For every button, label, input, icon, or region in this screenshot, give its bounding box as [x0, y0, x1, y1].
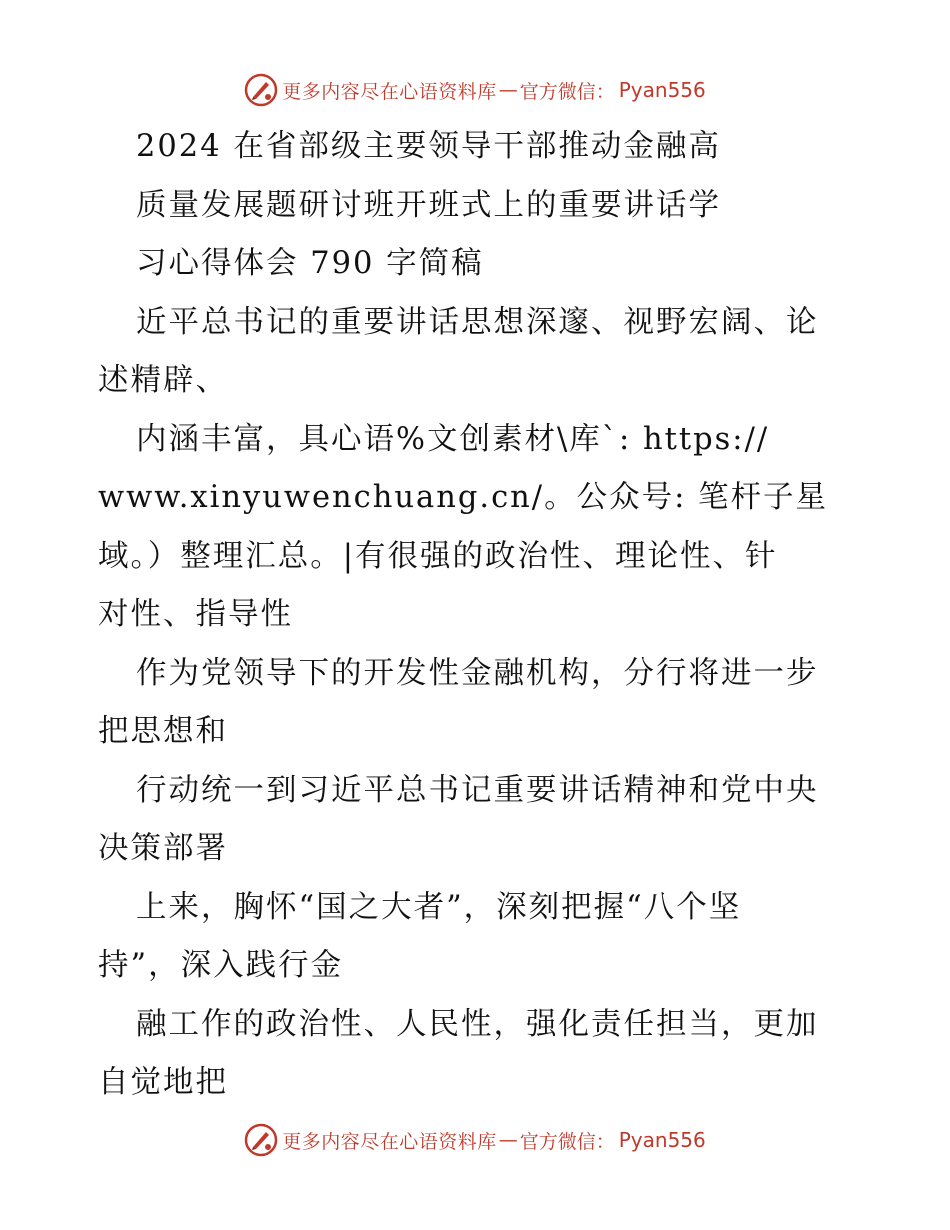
banner-separator: —	[498, 79, 518, 101]
paragraph-line: 域。）整理汇总。|有很强的政治性、理论性、针	[98, 538, 778, 574]
title-line: 质量发展题研讨班开班式上的重要讲话学	[136, 187, 721, 223]
banner-text: 更多内容尽在心语资料库	[282, 1130, 497, 1153]
title-line: 习心得体会 790 字简稿	[136, 246, 484, 281]
banner-wechat-label: 官方微信：	[519, 80, 615, 103]
paragraph-line: 把思想和	[98, 714, 228, 749]
paragraph-line: 融工作的政治性、人民性，强化责任担当，更加	[136, 1006, 819, 1042]
banner-text: 更多内容尽在心语资料库	[282, 80, 497, 103]
paragraph-line: 对性、指导性	[98, 597, 293, 632]
banner-wechat-id: Pyan556	[618, 78, 706, 102]
quill-seal-icon	[244, 73, 278, 107]
header-watermark-banner	[0, 70, 950, 110]
paragraph-line: 决策部署	[98, 831, 228, 866]
banner-separator: —	[498, 1129, 518, 1151]
paragraph-line: 内涵丰富，具心语%文创素材\库`: https://	[136, 421, 770, 457]
paragraph-line: 持”，深入践行金	[98, 948, 344, 983]
paragraph-line: 上来，胸怀“国之大者”，深刻把握“八个坚	[136, 889, 742, 925]
footer-watermark-banner	[0, 1120, 950, 1160]
paragraph-line: 行动统一到习近平总书记重要讲话精神和党中央	[136, 772, 819, 808]
paragraph-line: www.xinyuwenchuang.cn/。公众号: 笔杆子星	[98, 480, 829, 515]
paragraph-line: 作为党领导下的开发性金融机构，分行将进一步	[136, 655, 819, 691]
document-body	[98, 118, 858, 1113]
title-line: 2024 在省部级主要领导干部推动金融高	[136, 129, 721, 164]
banner-wechat-label: 官方微信：	[519, 1130, 615, 1153]
quill-seal-icon	[244, 1123, 278, 1157]
paragraph-line: 述精辟、	[98, 363, 228, 398]
paragraph-line: 自觉地把	[98, 1065, 228, 1100]
paragraph-line: 近平总书记的重要讲话思想深邃、视野宏阔、论	[136, 304, 819, 340]
banner-wechat-id: Pyan556	[618, 1128, 706, 1152]
